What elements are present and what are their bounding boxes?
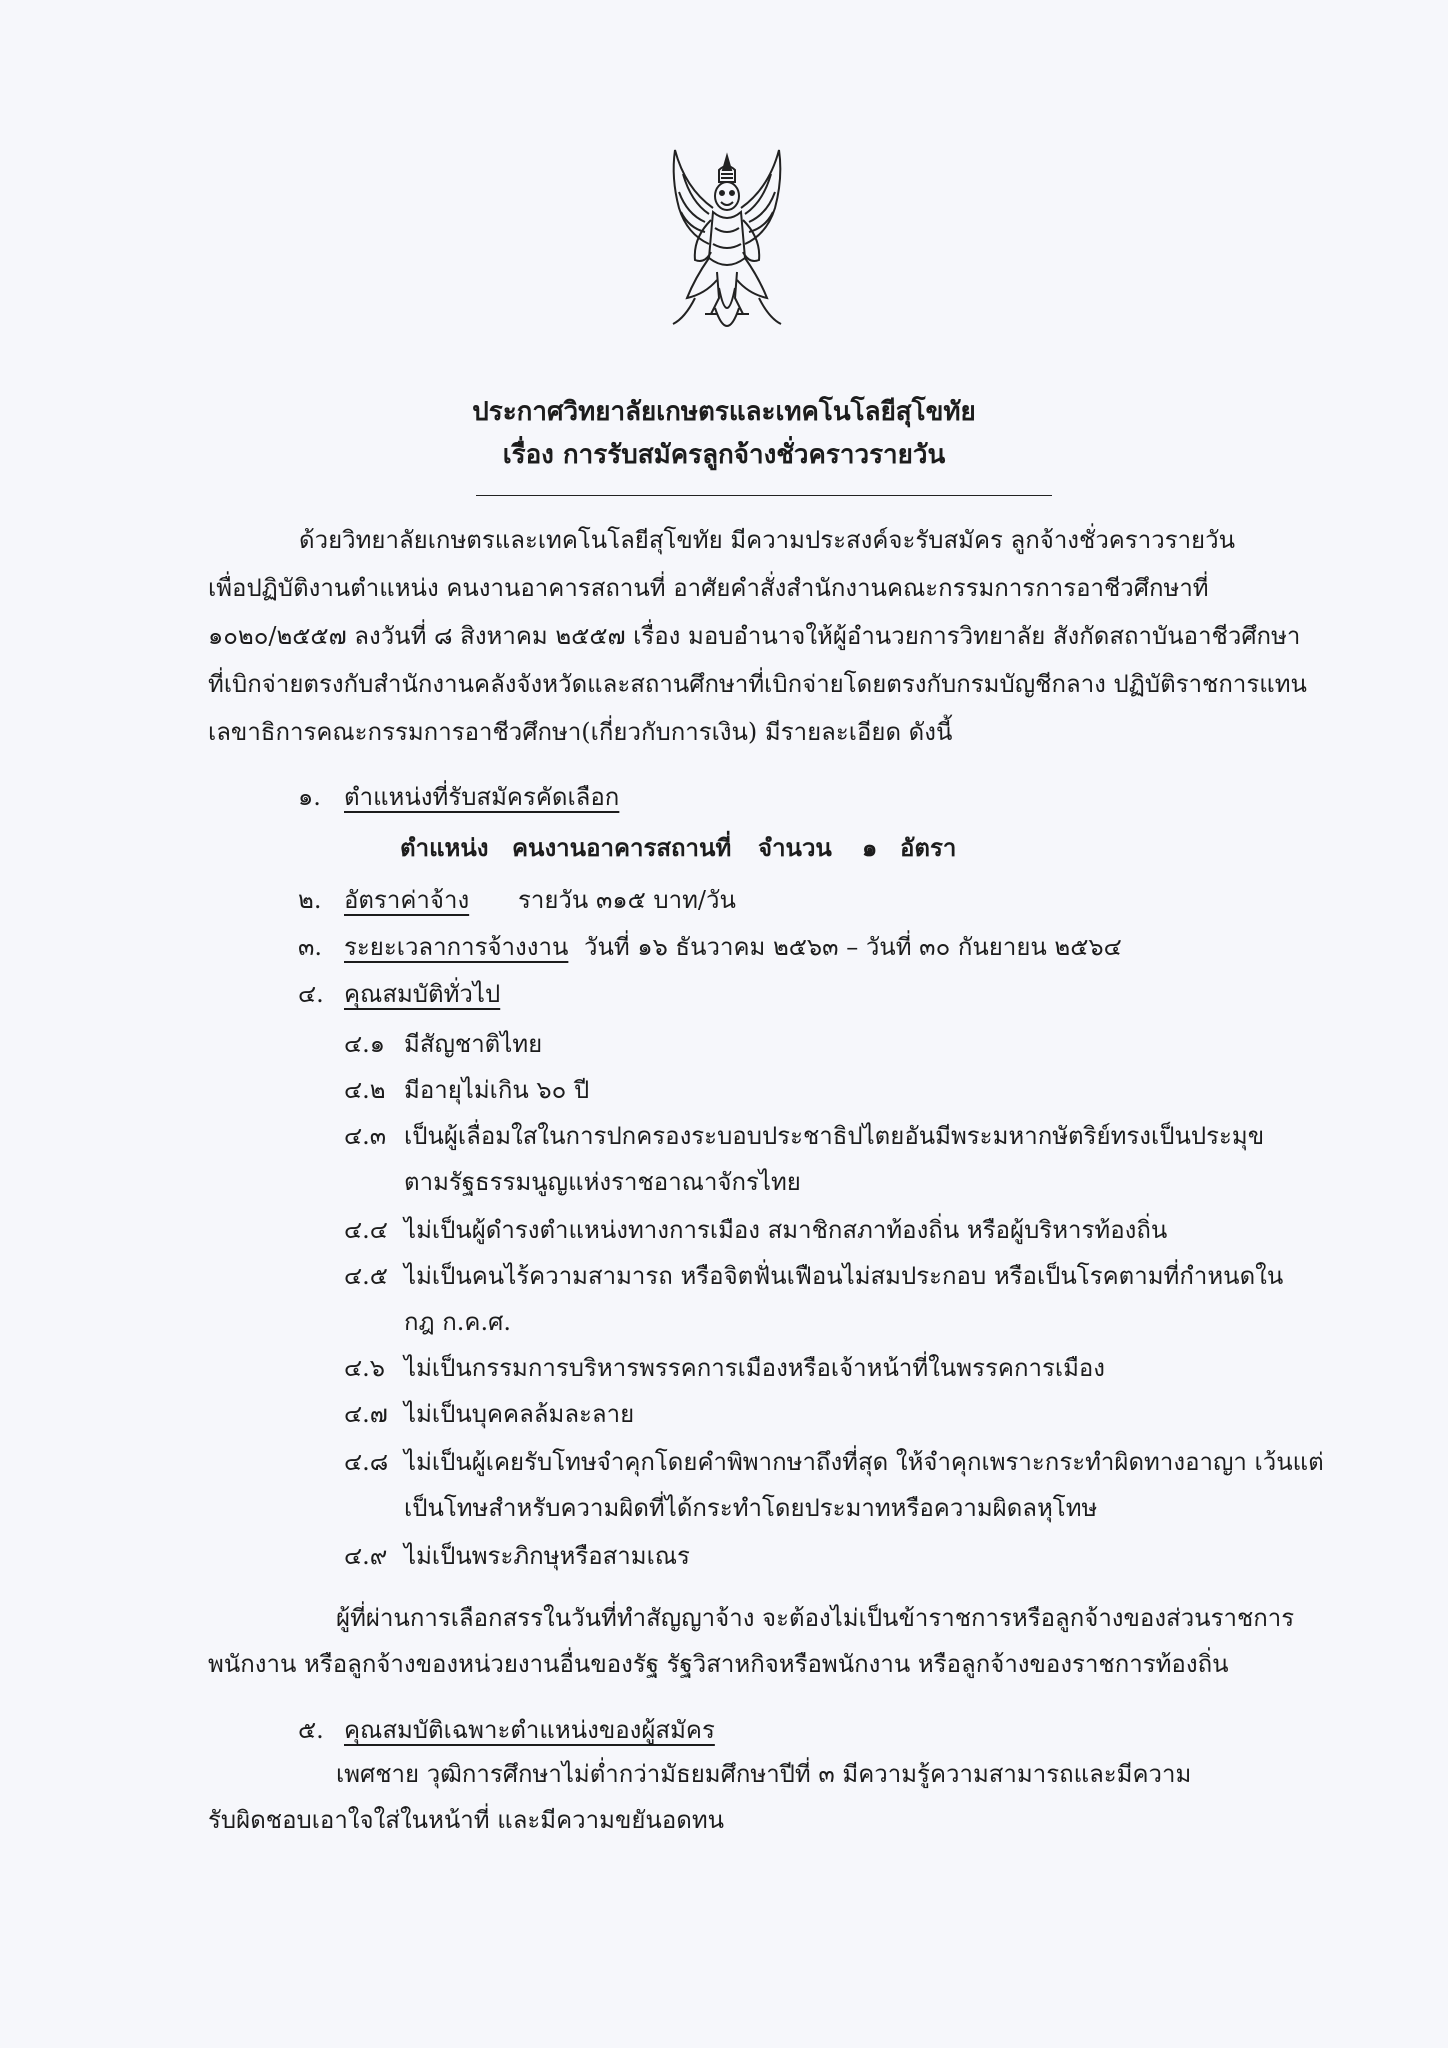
section-heading: ระยะเวลาการจ้างงาน xyxy=(344,933,569,961)
count-label: จำนวน xyxy=(758,833,832,862)
count-unit: อัตรา xyxy=(900,833,957,862)
position-name: คนงานอาคารสถานที่ xyxy=(512,833,732,862)
garuda-emblem-icon xyxy=(665,148,789,344)
section-number: ๕. xyxy=(298,1716,324,1744)
list-item-continued: ตามรัฐธรรมนูญแห่งราชอาณาจักรไทย xyxy=(404,1168,801,1196)
list-item: ไม่เป็นกรรมการบริหารพรรคการเมืองหรือเจ้าหน้าที่ในพรรคการเมือง xyxy=(404,1354,1106,1382)
section-heading: คุณสมบัติทั่วไป xyxy=(344,980,501,1008)
section-number: ๓. xyxy=(298,933,323,961)
requirement-line: เพศชาย วุฒิการศึกษาไม่ต่ำกว่ามัธยมศึกษาปีที่ ๓ มีความรู้ความสามารถและมีความ xyxy=(336,1760,1192,1788)
wage-value: รายวัน ๓๑๕ บาท/วัน xyxy=(518,886,736,914)
item-number: ๔.๗ xyxy=(344,1400,388,1428)
intro-line: ๑๐๒๐/๒๕๕๗ ลงวันที่ ๘ สิงหาคม ๒๕๕๗ เรื่อง มอบอำนาจให้ผู้อำนวยการวิทยาลัย สังกัดสถาบันอาชีวศึกษา xyxy=(208,622,1301,650)
item-number: ๔.๘ xyxy=(344,1448,389,1476)
document-subject: เรื่อง การรับสมัครลูกจ้างชั่วคราวรายวัน xyxy=(502,440,946,470)
intro-line: ที่เบิกจ่ายตรงกับสำนักงานคลังจังหวัดและสถานศึกษาที่เบิกจ่ายโดยตรงกับกรมบัญชีกลาง ปฏิบัติราชการแทน xyxy=(208,670,1307,698)
list-item-continued: กฎ ก.ค.ศ. xyxy=(404,1308,511,1336)
document-title: ประกาศวิทยาลัยเกษตรและเทคโนโลยีสุโขทัย xyxy=(472,397,976,427)
list-item: ไม่เป็นผู้ดำรงตำแหน่งทางการเมือง สมาชิกสภาท้องถิ่น หรือผู้บริหารท้องถิ่น xyxy=(404,1216,1168,1244)
item-number: ๔.๔ xyxy=(344,1216,388,1244)
count-value: ๑ xyxy=(862,833,878,862)
note-line: ผู้ที่ผ่านการเลือกสรรในวันที่ทำสัญญาจ้าง จะต้องไม่เป็นข้าราชการหรือลูกจ้างของส่วนราชการ xyxy=(336,1604,1295,1632)
list-item: ไม่เป็นพระภิกษุหรือสามเณร xyxy=(404,1542,690,1570)
intro-line: เพื่อปฏิบัติงานตำแหน่ง คนงานอาคารสถานที่ อาศัยคำสั่งสำนักงานคณะกรรมการการอาชีวศึกษาที่ xyxy=(208,574,1209,602)
item-number: ๔.๒ xyxy=(344,1076,386,1104)
section-number: ๒. xyxy=(298,886,322,914)
list-item: มีอายุไม่เกิน ๖๐ ปี xyxy=(404,1076,590,1104)
section-heading: อัตราค่าจ้าง xyxy=(344,886,470,914)
item-number: ๔.๖ xyxy=(344,1354,386,1382)
note-line: พนักงาน หรือลูกจ้างของหน่วยงานอื่นของรัฐ รัฐวิสาหกิจหรือพนักงาน หรือลูกจ้างของราชการท้องถิ่น xyxy=(208,1650,1229,1678)
item-number: ๔.๙ xyxy=(344,1542,388,1570)
list-item: ไม่เป็นบุคคลล้มละลาย xyxy=(404,1400,635,1428)
intro-line: เลขาธิการคณะกรรมการอาชีวศึกษา(เกี่ยวกับการเงิน) มีรายละเอียด ดังนี้ xyxy=(208,718,953,746)
list-item: เป็นผู้เลื่อมใสในการปกครองระบอบประชาธิปไตยอันมีพระมหากษัตริย์ทรงเป็นประมุข xyxy=(404,1122,1265,1150)
section-heading: ตำแหน่งที่รับสมัครคัดเลือก xyxy=(344,783,620,811)
position-label: ตำแหน่ง xyxy=(400,833,489,862)
title-divider xyxy=(476,495,1052,496)
requirement-line: รับผิดชอบเอาใจใส่ในหน้าที่ และมีความขยันอดทน xyxy=(208,1806,725,1834)
list-item: ไม่เป็นคนไร้ความสามารถ หรือจิตฟั่นเฟือนไม่สมประกอบ หรือเป็นโรคตามที่กำหนดใน xyxy=(404,1262,1284,1290)
item-number: ๔.๑ xyxy=(344,1030,386,1058)
period-value: วันที่ ๑๖ ธันวาคม ๒๕๖๓ – วันที่ ๓๐ กันยายน ๒๕๖๔ xyxy=(584,933,1122,961)
list-item: มีสัญชาติไทย xyxy=(404,1030,543,1058)
item-number: ๔.๓ xyxy=(344,1122,387,1150)
section-number: ๑. xyxy=(298,783,321,811)
list-item: ไม่เป็นผู้เคยรับโทษจำคุกโดยคำพิพากษาถึงที่สุด ให้จำคุกเพราะกระทำผิดทางอาญา เว้นแต่ xyxy=(404,1448,1324,1476)
list-item-continued: เป็นโทษสำหรับความผิดที่ได้กระทำโดยประมาทหรือความผิดลหุโทษ xyxy=(404,1494,1098,1522)
item-number: ๔.๕ xyxy=(344,1262,388,1290)
section-number: ๔. xyxy=(298,980,324,1008)
section-heading: คุณสมบัติเฉพาะตำแหน่งของผู้สมัคร xyxy=(344,1716,715,1744)
intro-line: ด้วยวิทยาลัยเกษตรและเทคโนโลยีสุโขทัย มีความประสงค์จะรับสมัคร ลูกจ้างชั่วคราวรายวัน xyxy=(299,526,1235,554)
